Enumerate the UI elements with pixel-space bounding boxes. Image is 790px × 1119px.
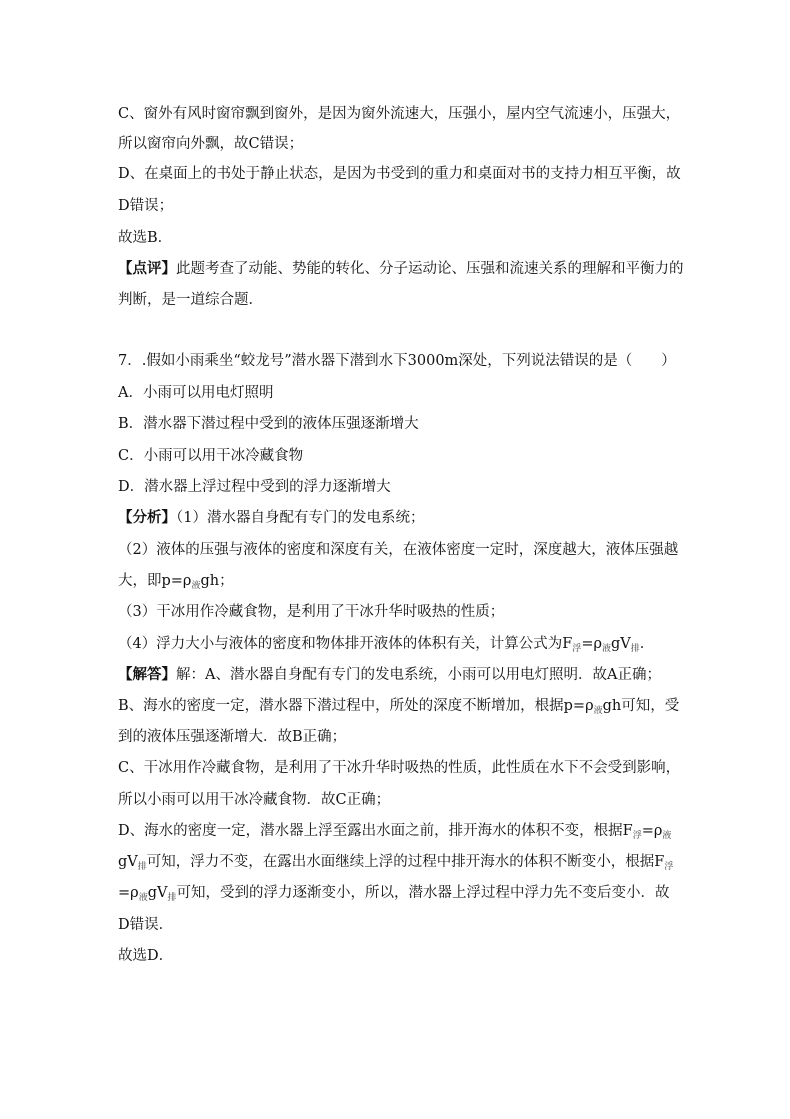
answer-d-line1 xyxy=(118,821,671,846)
text-run: D、海水的密度一定，潜水器上浮至露出水面之前，排开海水的体积不变，根据F xyxy=(118,823,633,839)
answer-choose: 故选D． xyxy=(118,948,174,964)
comment-text: 此题考查了动能、势能的转化、分子运动论、压强和流速关系的理解和平衡力的 xyxy=(176,261,684,277)
prev-option-d-line1: D、在桌面上的书处于静止状态，是因为书受到的重力和桌面对书的支持力相互平衡，故 xyxy=(118,166,681,182)
answer-line-a xyxy=(118,665,661,685)
prev-comment-line1 xyxy=(118,259,684,279)
question-7-option-b: B．潜水器下潜过程中受到的液体压强逐渐增大 xyxy=(118,416,419,432)
answer-c-line1: C、干冰用作冷藏食物，是利用了干冰升华时吸热的性质，此性质在水下不会受到影响， xyxy=(118,760,681,776)
analysis-point-1: （1）潜水器自身配有专门的发电系统； xyxy=(176,510,425,526)
analysis-point-3: （3）干冰用作冷藏食物，是利用了干冰升华时吸热的性质； xyxy=(118,604,505,620)
text-run: gh可知，受 xyxy=(602,698,680,714)
text-run: gV xyxy=(147,885,168,901)
answer-d-line3 xyxy=(118,883,669,908)
answer-b-line2: 到的液体压强逐渐增大．故B正确； xyxy=(118,729,347,745)
text-run: gV xyxy=(118,854,138,870)
text-run: =ρ xyxy=(118,885,139,901)
answer-d-line2 xyxy=(118,852,673,877)
text-run: B、海水的密度一定，潜水器下潜过程中，所处的深度不断增加，根据p=ρ xyxy=(118,698,594,714)
comment-tag: 【点评】 xyxy=(118,260,176,277)
text-run: gV xyxy=(611,636,631,652)
question-7-option-d: D．潜水器上浮过程中受到的浮力逐渐增大 xyxy=(118,479,391,495)
text-run: （4）浮力大小与液体的密度和物体排开液体的体积有关，计算公式为F xyxy=(118,636,573,652)
answer-c-line2: 所以小雨可以用干冰冷藏食物．故C正确； xyxy=(118,792,391,808)
subscript: 浮 xyxy=(572,644,582,654)
prev-option-c-line1: C、窗外有风时窗帘飘到窗外，是因为窗外流速大，压强小，屋内空气流速小，压强大， xyxy=(118,106,681,122)
analysis-point-2-line2 xyxy=(118,571,234,596)
question-7-stem: 7．.假如小雨乘坐“蛟龙号”潜水器下潜到水下3000m深处，下列说法错误的是（ ） xyxy=(118,353,676,369)
subscript: 液 xyxy=(662,831,672,841)
prev-choose-answer: 故选B． xyxy=(118,230,173,246)
answer-tag: 【解答】 xyxy=(118,666,176,683)
subscript: 浮 xyxy=(664,862,674,872)
prev-option-d-line2: D错误； xyxy=(118,198,174,214)
question-7-option-a: A．小雨可以用电灯照明 xyxy=(118,385,274,401)
question-7-option-c: C．小雨可以用干冰冷藏食物 xyxy=(118,448,304,464)
text-run: ． xyxy=(639,636,655,652)
analysis-tag: 【分析】 xyxy=(118,509,176,526)
text-run: 可知，浮力不变，在露出水面继续上浮的过程中排开海水的体积不断变小，根据F xyxy=(146,854,665,870)
answer-a-text: 解：A、潜水器自身配有专门的发电系统，小雨可以用电灯照明．故A正确； xyxy=(176,667,661,683)
subscript: 排 xyxy=(167,893,177,903)
subscript: 液 xyxy=(602,644,612,654)
analysis-point-4 xyxy=(118,634,654,659)
analysis-line1 xyxy=(118,508,424,528)
answer-d-line4: D错误． xyxy=(118,917,174,933)
subscript: 液 xyxy=(191,581,201,591)
prev-comment-line2: 判断，是一道综合题． xyxy=(118,292,263,308)
text-run: gh； xyxy=(200,573,234,589)
prev-option-c-line2: 所以窗帘向外飘，故C错误； xyxy=(118,136,304,152)
text-run: 可知，受到的浮力逐渐变小，所以，潜水器上浮过程中浮力先不变后变小．故 xyxy=(176,885,670,901)
subscript: 浮 xyxy=(632,831,642,841)
answer-b-line1 xyxy=(118,696,679,721)
text-run: =ρ xyxy=(641,823,663,839)
subscript: 液 xyxy=(138,893,148,903)
analysis-point-2-line1: （2）液体的压强与液体的密度和深度有关，在液体密度一定时，深度越大，液体压强越 xyxy=(118,542,679,558)
subscript: 液 xyxy=(593,706,603,716)
subscript: 排 xyxy=(630,644,640,654)
text-run: 大，即p=ρ xyxy=(118,573,192,589)
text-run: =ρ xyxy=(581,636,602,652)
subscript: 排 xyxy=(137,862,147,872)
